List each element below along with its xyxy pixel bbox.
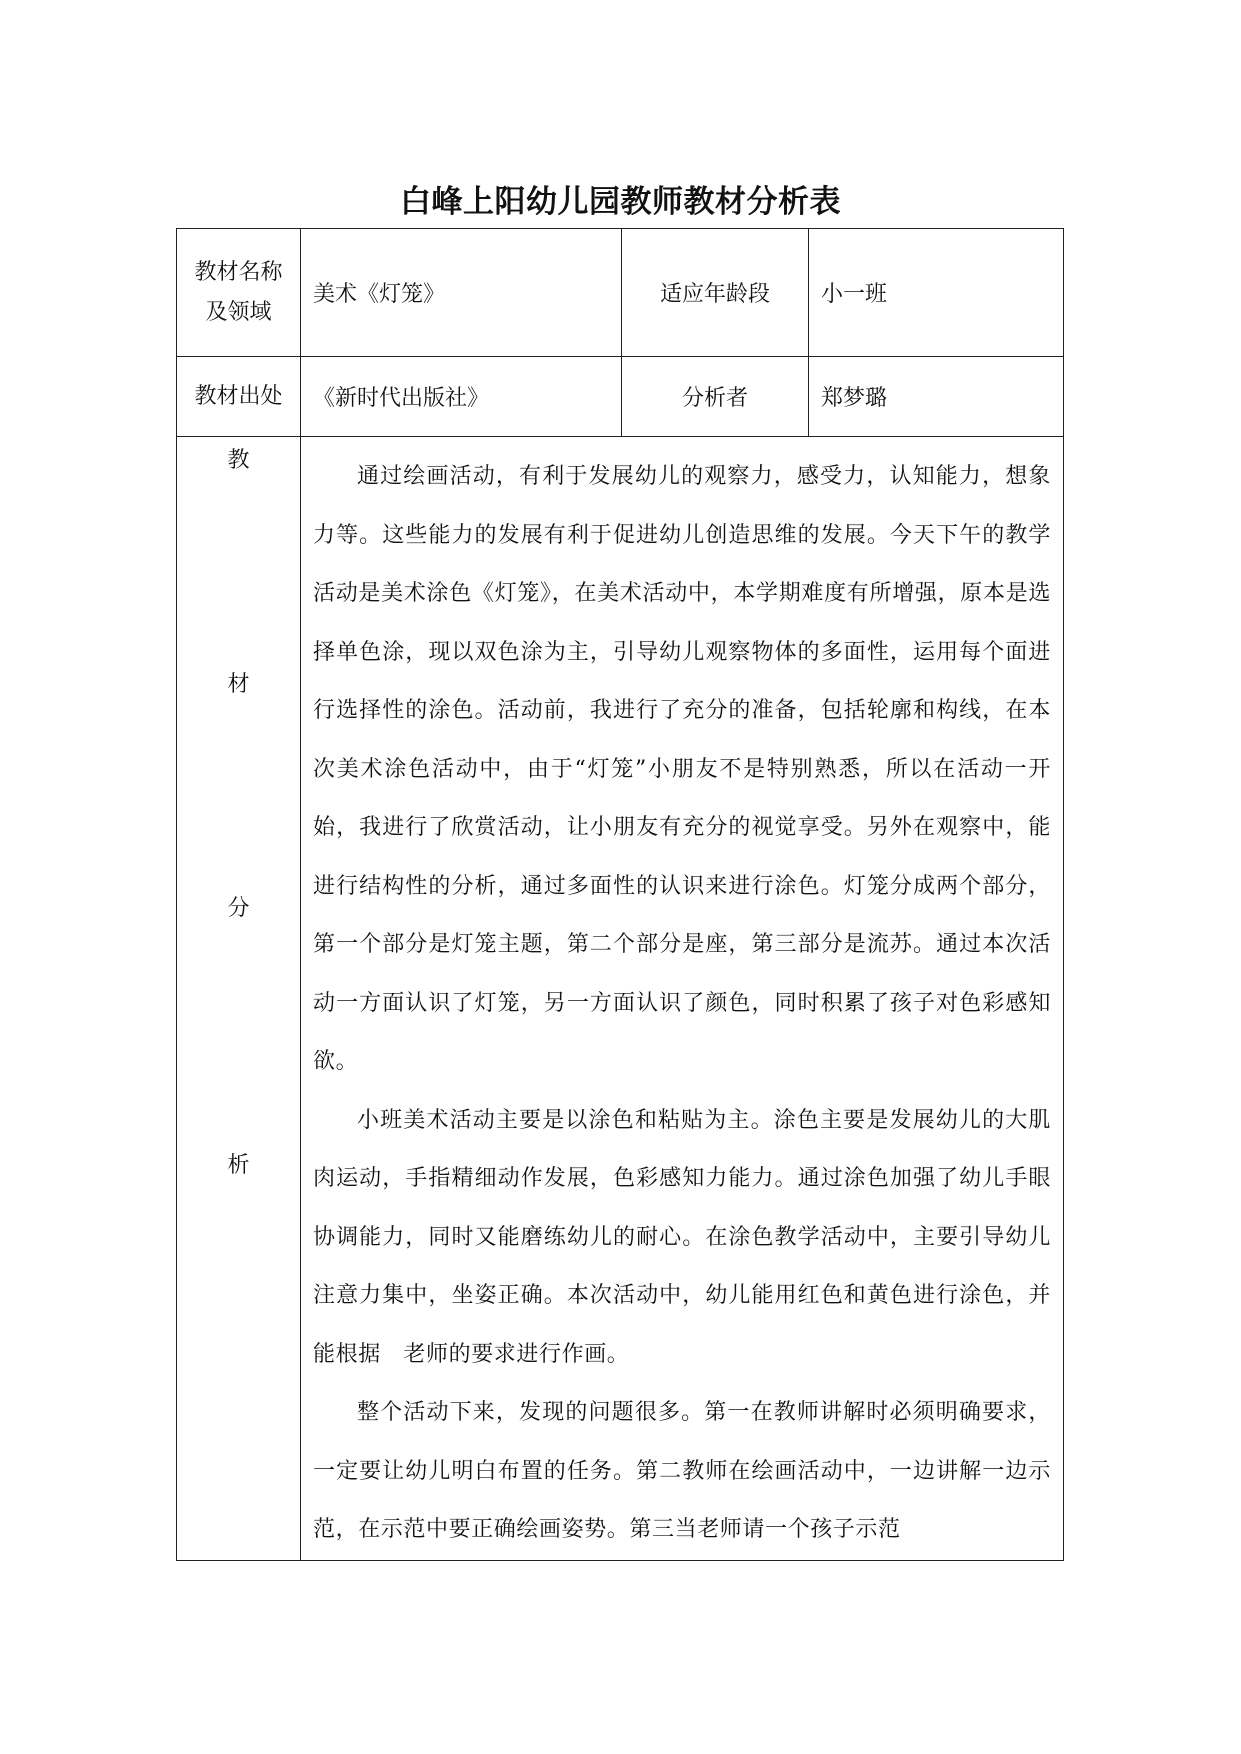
material-source-label: 教材出处	[177, 357, 301, 437]
material-name-value: 美术《灯笼》	[301, 229, 622, 357]
analysis-paragraph: 通过绘画活动，有利于发展幼儿的观察力，感受力，认知能力，想象力等。这些能力的发展有利于促进幼儿创造思维的发展。今天下午的教学活动是美术涂色《灯笼》，在美术活动中，本学期难度有所增强，原本是选择单色涂，现以双色涂为主，引导幼儿观察物体的多面性，运用每个面进行选择性的涂色。活动前，我进行了充分的准备，包括轮廓和构线，在本次美术涂色活动中，由于“灯笼”小朋友不是特别熟悉，所以在活动一开始，我进行了欣赏活动，让小朋友有充分的视觉享受。另外在观察中，能进行结构性的分析，通过多面性的认识来进行涂色。灯笼分成两个部分，第一个部分是灯笼主题，第二个部分是座，第三部分是流苏。通过本次活动一方面认识了灯笼，另一方面认识了颜色，同时积累了孩子对色彩感知欲。	[313, 464, 1051, 1074]
analysis-label	[177, 437, 301, 1561]
analysis-label-char: 分	[227, 896, 250, 921]
analyst-label: 分析者	[622, 357, 809, 437]
analysis-paragraph: 整个活动下来，发现的问题很多。第一在教师讲解时必须明确要求，一定要让幼儿明白布置的任务。第二教师在绘画活动中，一边讲解一边示范，在示范中要正确绘画姿势。第三当老师请一个孩子示范	[313, 1400, 1051, 1542]
table-row-source	[177, 357, 1064, 437]
material-source-value: 《新时代出版社》	[301, 357, 622, 437]
analysis-paragraph: 小班美术活动主要是以涂色和粘贴为主。涂色主要是发展幼儿的大肌肉运动，手指精细动作发展，色彩感知力能力。通过涂色加强了幼儿手眼协调能力，同时又能磨练幼儿的耐心。在涂色教学活动中，主要引导幼儿注意力集中，坐姿正确。本次活动中，幼儿能用红色和黄色进行涂色，并 能根据 老师的要求进行作画。	[313, 1107, 1074, 1367]
material-name-label	[177, 229, 301, 357]
analysis-table	[176, 228, 1074, 1561]
table-row-material	[177, 229, 1064, 357]
analysis-label-char: 析	[227, 1153, 250, 1178]
age-range-label: 适应年龄段	[622, 229, 809, 357]
analysis-label-char: 材	[227, 672, 250, 697]
table-row-analysis	[177, 437, 1064, 1561]
page-title: 白峰上阳幼儿园教师教材分析表	[400, 184, 841, 220]
analysis-content	[301, 437, 1074, 1561]
age-range-value: 小一班	[809, 229, 1064, 357]
material-name-label-text: 教材名称及领域	[194, 259, 283, 325]
analysis-label-char: 教	[227, 448, 250, 473]
analyst-value: 郑梦璐	[809, 357, 1064, 437]
